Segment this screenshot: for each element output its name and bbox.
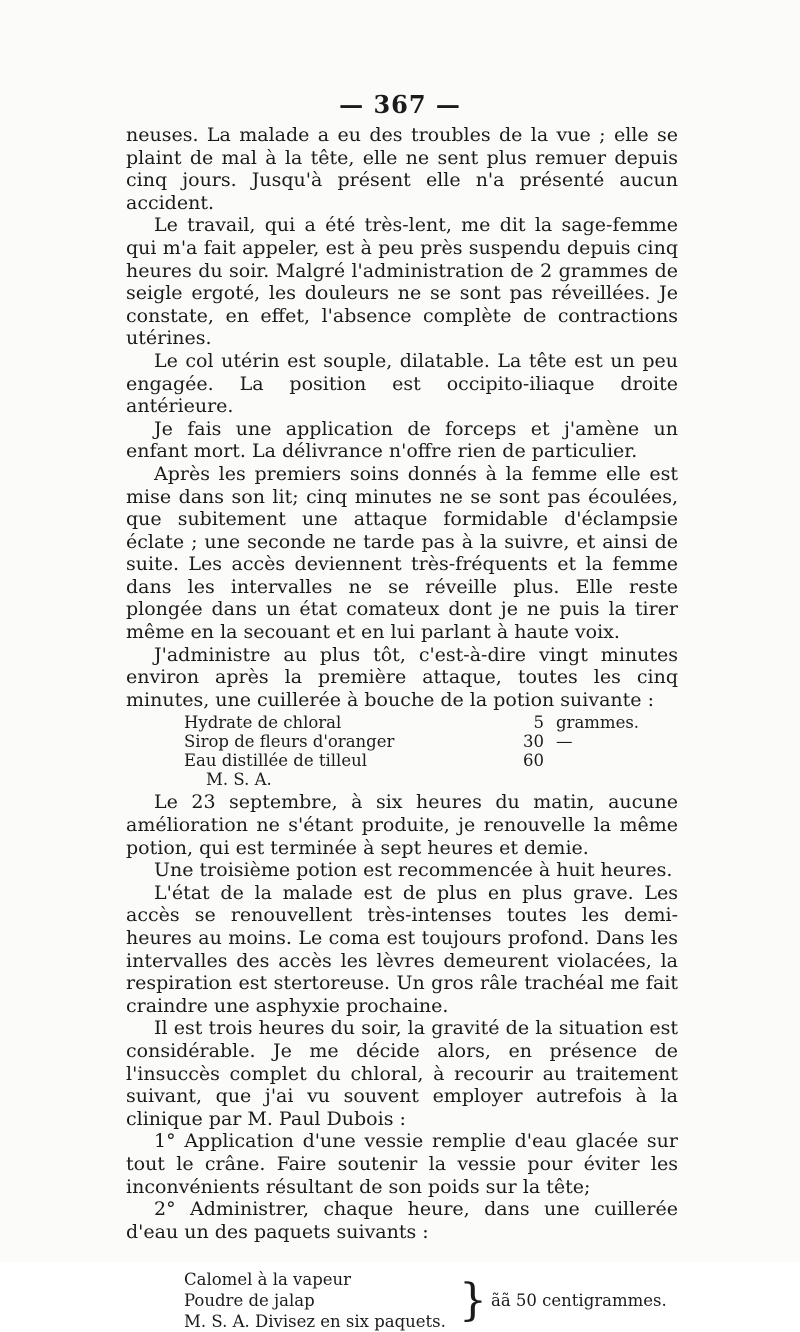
formula-row: [184, 751, 678, 770]
paragraph: Il est trois heures du soir, la gravité de la situation est considérable. Je me décide alors, en présence de l'insuccès complet du chloral, à recourir au traitement suivant, que j'ai vu souvent employer autrefois à la clinique par M. Paul Dubois :: [126, 1017, 678, 1130]
paragraph: neuses. La malade a eu des troubles de la vue ; elle se plaint de mal à la tête, elle ne sent plus remuer depuis cinq jours. Jusqu'à présent elle n'a présenté aucun accident.: [126, 124, 678, 214]
paquets-ingredients: [184, 1269, 459, 1332]
ingredient-qty: 5: [533, 713, 544, 733]
ingredient-line: Poudre de jalap: [184, 1291, 315, 1311]
formula-ms: [184, 770, 678, 789]
page-number: — 367 —: [339, 90, 461, 119]
ingredient-unit: —: [556, 732, 573, 752]
ingredient-line: Calomel à la vapeur: [184, 1270, 352, 1290]
ingredient-unit: grammes.: [556, 713, 640, 733]
ingredient-qty: 30: [523, 732, 544, 752]
paragraph: Le col utérin est souple, dilatable. La tête est un peu engagée. La position est occipito-iliaque droite antérieure.: [126, 349, 678, 418]
paragraph: Je fais une application de forceps et j'amène un enfant mort. La délivrance n'offre rien de particulier.: [126, 417, 678, 463]
ms-line: M. S. A. Divisez en six paquets.: [184, 1312, 446, 1332]
paragraph: Le travail, qui a été très-lent, me dit la sage-femme qui m'a fait appeler, est à peu près suspendu depuis cinq heures du soir. Malgré l'administration de 2 grammes de seigle ergoté, les douleurs ne se sont pas réveillées. Je constate, en effet, l'absence complète de contractions utérines.: [126, 214, 678, 350]
paragraph: Le 23 septembre, à six heures du matin, aucune amélioration ne s'étant produite, je renouvelle la même potion, qui est terminée à sept heures et demie.: [126, 791, 678, 859]
ingredient-qty: 60: [523, 751, 544, 771]
paragraph: J'administre au plus tôt, c'est-à-dire vingt minutes environ après la première attaque, toutes les cinq minutes, une cuillerée à bouche de la potion suivante :: [126, 643, 678, 711]
ingredient-name: Hydrate de chloral: [184, 713, 342, 733]
paragraph: L'état de la malade est de plus en plus grave. Les accès se renouvellent très-intenses toutes les demi-heures au moins. Le coma est toujours profond. Dans les intervalles des accès les lèvres demeurent violacées, la respiration est stertoreuse. Un gros râle trachéal me fait craindre une asphyxie prochaine.: [126, 881, 678, 1017]
paquets-formula: [184, 1269, 678, 1332]
paragraph: Une troisième potion est recommencée à huit heures.: [154, 859, 673, 882]
paragraph: 1° Application d'une vessie remplie d'eau glacée sur tout le crâne. Faire soutenir la vessie pour éviter les inconvénients résultant de son poids sur la tête;: [126, 1130, 678, 1198]
ingredient-name: Eau distillée de tilleul: [184, 751, 367, 771]
ms-label: M. S. A.: [206, 770, 272, 790]
paragraph: 2° Administrer, chaque heure, dans une cuillerée d'eau un des paquets suivants :: [126, 1198, 678, 1243]
potion-formula: [184, 713, 678, 789]
formula-row: [184, 713, 678, 732]
dose-label: ãã 50 centigrammes.: [491, 1291, 667, 1311]
body-text: [126, 124, 678, 1332]
paragraph: Après les premiers soins donnés à la femme elle est mise dans son lit; cinq minutes ne se sont pas écoulées, que subitement une attaque formidable d'éclampsie éclate ; une seconde ne tarde pas à la suivre, et ainsi de suite. Les accès deviennent très-fréquents et la femme dans les intervalles ne se réveille plus. Elle reste plongée dans un état comateux dont je ne puis la tirer même en la secouant et en lui parlant à haute voix.: [126, 462, 678, 644]
formula-row: [184, 732, 678, 751]
ingredient-name: Sirop de fleurs d'oranger: [184, 732, 395, 752]
brace-glyph: }: [459, 1274, 487, 1326]
